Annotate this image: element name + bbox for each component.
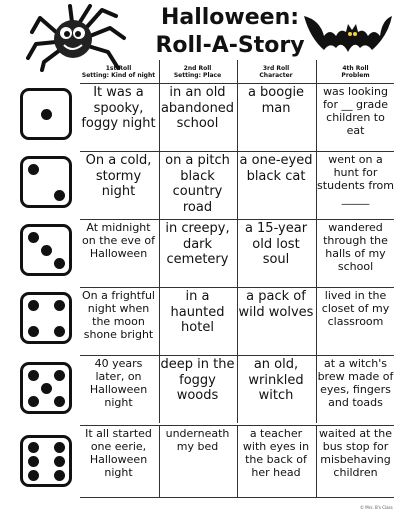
die-pip bbox=[28, 326, 39, 337]
cell-night: 40 years later, on Halloween night bbox=[89, 357, 148, 409]
title-line-2: Roll-A-Story bbox=[155, 33, 305, 58]
cell-problem: lived in the closet of my classroom bbox=[316, 288, 394, 355]
cell-night: On a cold, stormy night bbox=[85, 153, 152, 199]
table-bottom-border bbox=[80, 497, 394, 498]
cell-character: an old, wrinkled witch bbox=[237, 356, 314, 423]
die-pip bbox=[28, 456, 39, 467]
cell-character: a pack of wild wolves bbox=[237, 288, 314, 355]
copyright-footer: © Mrs. B's Class bbox=[360, 505, 393, 510]
header-1: 1st Roll Setting: Kind of night bbox=[81, 64, 156, 79]
cell-night: At midnight on the eve of Halloween bbox=[82, 221, 155, 260]
story-row-5 bbox=[80, 355, 394, 423]
die-pip bbox=[28, 232, 39, 243]
die-pip bbox=[28, 164, 39, 175]
cell-place: in an old abandoned school bbox=[159, 84, 235, 151]
cell-place: underneath my bed bbox=[159, 426, 235, 498]
column-headers bbox=[80, 60, 394, 83]
die-pip bbox=[54, 300, 65, 311]
header-3: 3rd Roll Character bbox=[237, 60, 314, 83]
die-pip bbox=[54, 470, 65, 481]
die-pip bbox=[28, 300, 39, 311]
die-pip bbox=[54, 396, 65, 407]
cell-character: a boogie man bbox=[237, 84, 314, 151]
die-pip bbox=[41, 383, 52, 394]
title-line-1: Halloween: bbox=[160, 5, 300, 30]
cell-character: a 15-year old lost soul bbox=[237, 220, 314, 287]
cell-night: It was a spooky, foggy night bbox=[81, 85, 156, 131]
story-row-6 bbox=[80, 425, 394, 498]
die-face-5 bbox=[20, 362, 72, 414]
header-4: 4th Roll Problem bbox=[316, 60, 394, 83]
page-title bbox=[150, 4, 310, 60]
die-pip bbox=[54, 190, 65, 201]
die-pip bbox=[54, 442, 65, 453]
cell-place: in a haunted hotel bbox=[159, 288, 235, 355]
die-pip bbox=[41, 245, 52, 256]
story-row-1 bbox=[80, 83, 394, 151]
cell-character: a teacher with eyes in the back of her head bbox=[237, 426, 314, 498]
cell-night: On a frightful night when the moon shone bright bbox=[82, 289, 155, 341]
cell-place: in creepy, dark cemetery bbox=[159, 220, 235, 287]
cell-night: It all started one eerie, Halloween night bbox=[85, 427, 152, 479]
die-face-6 bbox=[20, 435, 72, 487]
cell-problem: waited at the bus stop for misbehaving children bbox=[316, 426, 394, 498]
cell-place: on a pitch black country road bbox=[159, 152, 235, 219]
cell-character: a one-eyed black cat bbox=[237, 152, 314, 219]
die-pip bbox=[28, 370, 39, 381]
die-pip bbox=[28, 442, 39, 453]
story-row-2 bbox=[80, 151, 394, 219]
cell-problem: wandered through the halls of my school bbox=[316, 220, 394, 287]
bat-icon bbox=[302, 6, 394, 58]
cell-problem: went on a hunt for students from _____ bbox=[316, 152, 394, 219]
die-pip bbox=[54, 456, 65, 467]
die-pip bbox=[54, 258, 65, 269]
die-pip bbox=[28, 470, 39, 481]
cell-problem: was looking for __ grade children to eat bbox=[316, 84, 394, 151]
story-row-4 bbox=[80, 287, 394, 355]
die-face-2 bbox=[20, 156, 72, 208]
die-pip bbox=[54, 326, 65, 337]
cell-place: deep in the foggy woods bbox=[159, 356, 235, 423]
die-pip bbox=[41, 109, 52, 120]
die-pip bbox=[28, 396, 39, 407]
story-row-3 bbox=[80, 219, 394, 287]
die-pip bbox=[54, 370, 65, 381]
die-face-3 bbox=[20, 224, 72, 276]
die-face-4 bbox=[20, 292, 72, 344]
cell-problem: at a witch's brew made of eyes, fingers and toads bbox=[316, 356, 394, 423]
header-2: 2nd Roll Setting: Place bbox=[159, 60, 235, 83]
die-face-1 bbox=[20, 88, 72, 140]
